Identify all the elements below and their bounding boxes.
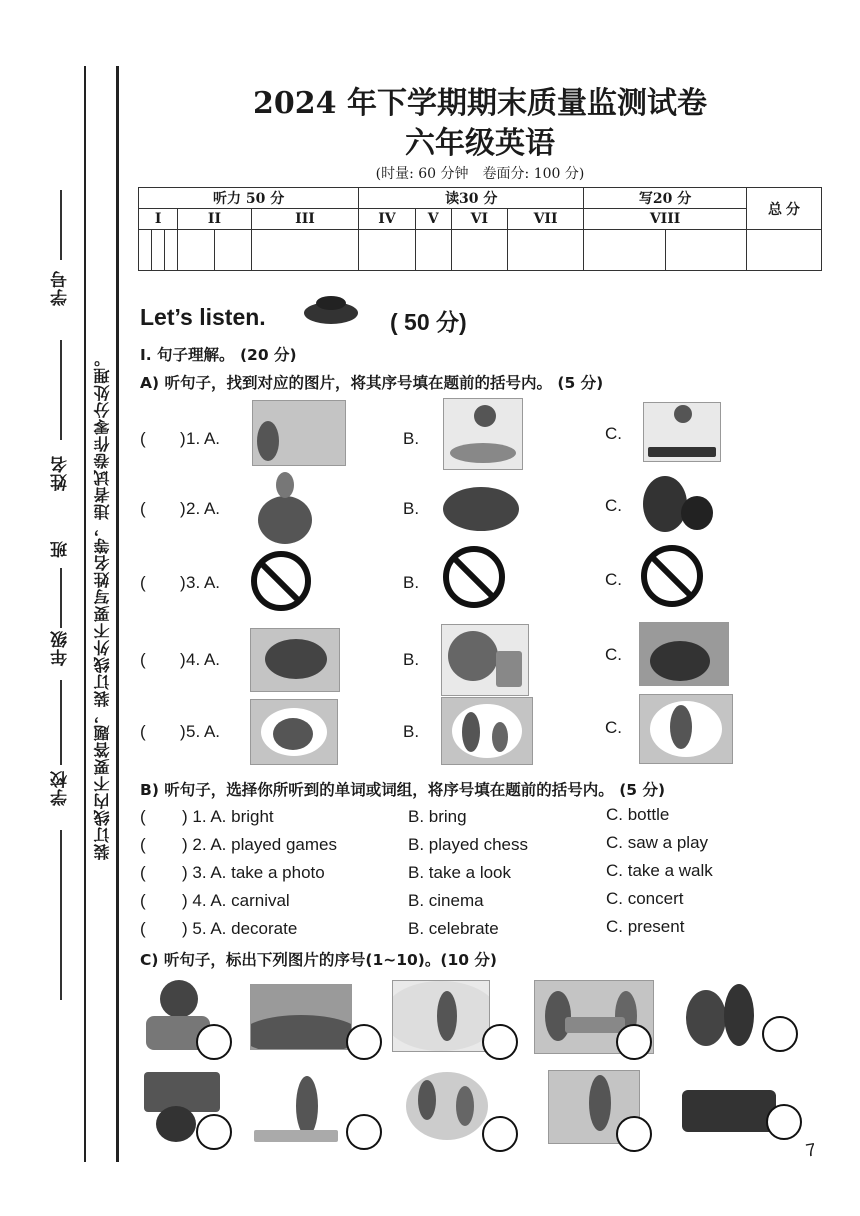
field-school: 学校 <box>51 770 71 806</box>
paren-close: ) <box>180 722 186 741</box>
option-2c-label: C. <box>605 496 622 515</box>
answer-circle-3[interactable] <box>482 1024 518 1060</box>
answer-paren[interactable]: ( <box>140 835 146 854</box>
answer-circle-5[interactable] <box>762 1016 798 1052</box>
part-b-instruction: B) 听句子，选择你所听到的单词或词组，将序号填在题前的括号内。 (5 分) <box>140 781 666 799</box>
no-smoking-sign <box>251 551 311 611</box>
answer-paren[interactable]: ( <box>140 722 146 741</box>
score-part-iv: IV <box>359 209 415 230</box>
score-cell[interactable] <box>507 230 583 271</box>
partb-q1-b: B. bring <box>408 807 467 826</box>
answer-paren[interactable]: ( <box>140 499 146 518</box>
answer-circle-7[interactable] <box>346 1114 382 1150</box>
score-part-viii: VIII <box>584 209 747 230</box>
field-class: 班 <box>51 540 71 558</box>
partc-picture-2-landscape <box>250 984 352 1050</box>
picture-1b-girl-studying <box>443 398 523 470</box>
picture-1c-boy-at-desk <box>643 402 721 462</box>
page-mark: 7 <box>804 1139 818 1161</box>
partb-q4-b: B. cinema <box>408 891 484 910</box>
score-cell[interactable] <box>165 230 178 271</box>
partb-q1-a: ) 1. A. bright <box>182 807 274 826</box>
paren-close: ) <box>180 650 186 669</box>
partc-picture-8-playground <box>402 1066 492 1142</box>
score-part-vi: VI <box>451 209 507 230</box>
score-group-listening: 听力 50 分 <box>139 188 359 209</box>
option-5c-label: C. <box>605 718 622 737</box>
answer-circle-10[interactable] <box>766 1104 802 1140</box>
question-4-label: 4. A. <box>186 650 221 669</box>
partb-q5-a: ) 5. A. decorate <box>182 919 298 938</box>
score-part-v: V <box>415 209 451 230</box>
answer-circle-2[interactable] <box>346 1024 382 1060</box>
picture-2b-nuts-pile <box>441 473 521 535</box>
picture-2c-fruits <box>641 468 715 534</box>
score-table <box>138 187 822 271</box>
score-cell[interactable] <box>178 230 215 271</box>
partb-q2-c: C. saw a play <box>606 833 709 852</box>
field-class-line <box>60 568 62 628</box>
paren-close: ) <box>180 429 186 448</box>
score-cell[interactable] <box>214 230 251 271</box>
picture-5a-group <box>250 699 338 765</box>
headphones-icon <box>302 296 360 330</box>
field-name-line <box>60 340 62 440</box>
answer-circle-8[interactable] <box>482 1116 518 1152</box>
binding-line-inner <box>116 66 119 1162</box>
partb-q5-b: B. celebrate <box>408 919 499 938</box>
no-animals-sign <box>641 545 703 607</box>
binding-line-outer <box>84 66 86 1162</box>
partc-picture-10-plants <box>680 1078 780 1136</box>
field-school-line <box>60 830 62 1000</box>
partc-picture-3-girl-waving <box>392 980 490 1052</box>
picture-4b-cartoon-mouse <box>441 624 529 696</box>
score-part-ii: II <box>178 209 251 230</box>
listen-heading: Let’s listen. <box>140 304 266 330</box>
score-part-iii: III <box>251 209 359 230</box>
score-group-writing: 写20 分 <box>584 188 747 209</box>
score-cell[interactable] <box>665 230 747 271</box>
question-2-label: 2. A. <box>186 499 221 518</box>
paren-close: ) <box>180 499 186 518</box>
question-3-label: 3. A. <box>186 573 221 592</box>
score-part-i: I <box>139 209 178 230</box>
answer-paren[interactable]: ( <box>140 429 146 448</box>
partb-q5-c: C. present <box>606 917 685 936</box>
partb-q3-a: ) 3. A. take a photo <box>182 863 325 882</box>
option-1c-label: C. <box>605 424 622 443</box>
option-1b-label: B. <box>403 429 420 448</box>
picture-4c-scene <box>639 622 729 686</box>
answer-paren[interactable]: ( <box>140 573 146 592</box>
picture-1a-teacher-board <box>252 400 346 466</box>
score-cell[interactable] <box>251 230 359 271</box>
score-total-header: 总 分 <box>747 188 822 230</box>
score-total-cell[interactable] <box>747 230 822 271</box>
field-grade-line <box>60 680 62 765</box>
option-5b-label: B. <box>403 722 420 741</box>
no-littering-sign <box>443 546 505 608</box>
answer-paren[interactable]: ( <box>140 650 146 669</box>
paren-close: ) <box>180 573 186 592</box>
answer-paren[interactable]: ( <box>140 863 146 882</box>
score-group-reading: 读30 分 <box>359 188 584 209</box>
part-c-instruction: C) 听句子，标出下列图片的序号(1~10)。(10 分) <box>140 951 498 969</box>
score-cell[interactable] <box>584 230 665 271</box>
score-cell[interactable] <box>139 230 152 271</box>
picture-2a-candy-bag <box>254 470 316 546</box>
answer-circle-1[interactable] <box>196 1024 232 1060</box>
option-2b-label: B. <box>403 499 420 518</box>
option-3b-label: B. <box>403 573 420 592</box>
part-a-instruction: A) 听句子，找到对应的图片，将其序号填在题前的括号内。 (5 分) <box>140 374 604 392</box>
score-cell[interactable] <box>359 230 415 271</box>
partb-q2-a: ) 2. A. played games <box>182 835 337 854</box>
exam-meta: (时量: 60 分钟 卷面分: 100 分) <box>375 166 585 182</box>
option-3c-label: C. <box>605 570 622 589</box>
partb-q1-c: C. bottle <box>606 805 670 824</box>
partb-q2-b: B. played chess <box>408 835 529 854</box>
option-4b-label: B. <box>403 650 420 669</box>
score-cell[interactable] <box>415 230 451 271</box>
field-grade: 年级 <box>51 630 71 666</box>
section-1-title: I. 句子理解。 (20 分) <box>140 346 297 364</box>
binding-notice: 装订线内不要答题，装订线外不要写姓名等，违者试卷作零分处理。 <box>93 350 112 860</box>
answer-circle-9[interactable] <box>616 1116 652 1152</box>
field-student-number: 学号 <box>51 270 71 306</box>
score-cell[interactable] <box>451 230 507 271</box>
field-name: 姓名 <box>51 455 71 491</box>
picture-5b-man-and-girl <box>441 697 533 765</box>
listen-points: ( 50 分) <box>390 309 467 335</box>
question-1-label: 1. A. <box>186 429 221 448</box>
answer-paren[interactable]: ( <box>140 919 146 938</box>
answer-circle-6[interactable] <box>196 1114 232 1150</box>
score-part-vii: VII <box>507 209 583 230</box>
partb-q4-c: C. concert <box>606 889 684 908</box>
question-5-label: 5. A. <box>186 722 221 741</box>
partb-q3-c: C. take a walk <box>606 861 713 880</box>
partc-picture-7-sweeping <box>250 1072 342 1144</box>
option-4c-label: C. <box>605 645 622 664</box>
score-cell[interactable] <box>152 230 165 271</box>
answer-paren[interactable]: ( <box>140 807 146 826</box>
field-student-number-line <box>60 190 62 260</box>
picture-5c-girl-computer <box>639 694 733 764</box>
exam-title: 2024 年下学期期末质量监测试卷 <box>253 86 707 121</box>
picture-4a-dragon <box>250 628 340 692</box>
answer-circle-4[interactable] <box>616 1024 652 1060</box>
partb-q4-a: ) 4. A. carnival <box>182 891 290 910</box>
exam-subject: 六年级英语 <box>405 126 555 161</box>
partb-q3-b: B. take a look <box>408 863 512 882</box>
answer-paren[interactable]: ( <box>140 891 146 910</box>
